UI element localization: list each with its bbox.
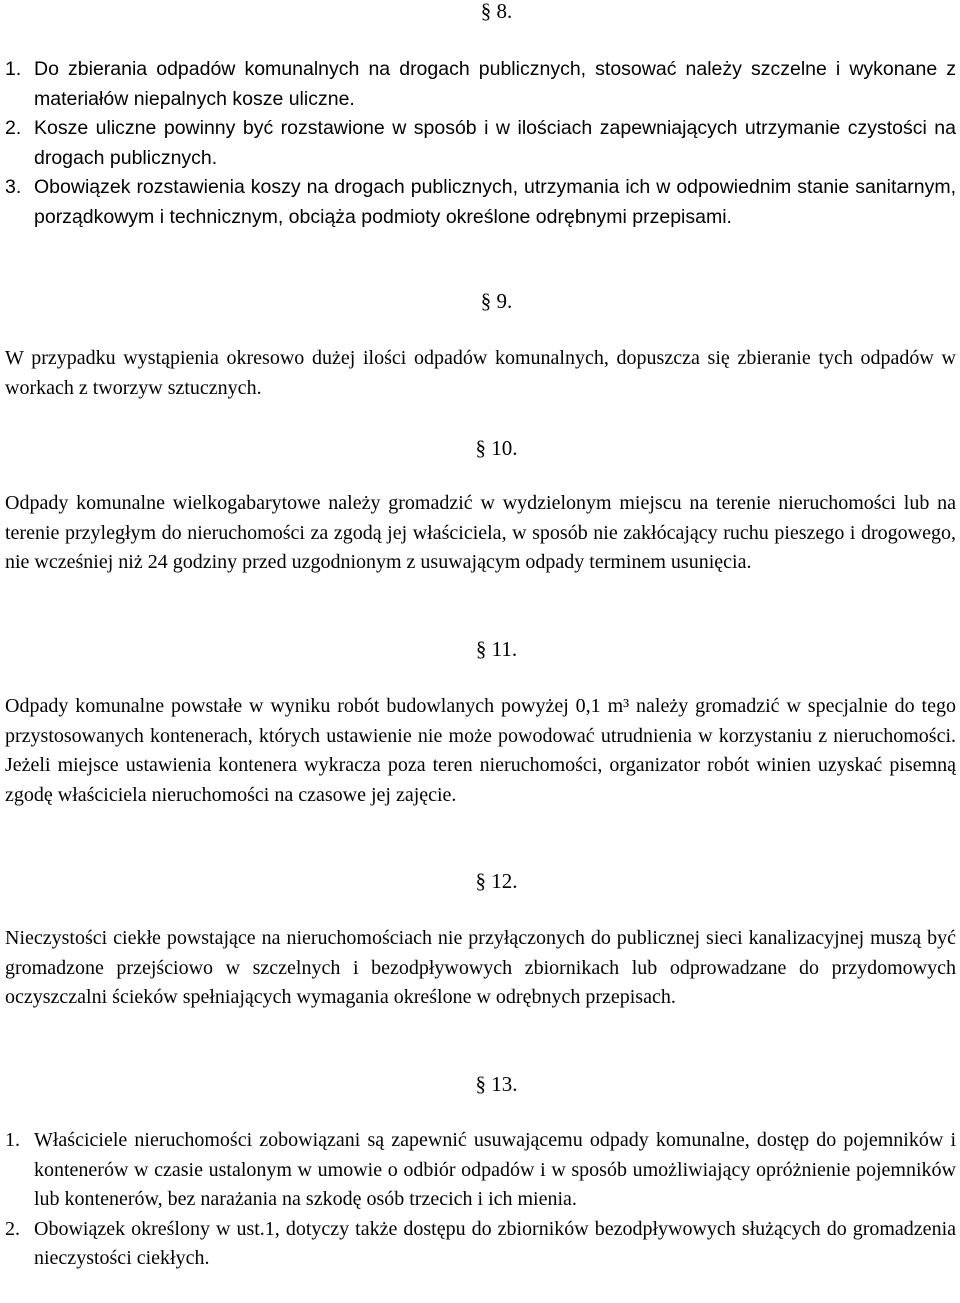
section-heading-9: § 9. [480,289,513,313]
list-item [5,114,956,173]
list-item-number: 2. [5,117,22,139]
section-9-paragraph: W przypadku wystąpienia okresowo dużej ilości odpadów komunalnych, dopuszcza się zbieranie tych odpadów w workach z tworzyw sztucznych. [5,347,956,399]
section-11-paragraph: Odpady komunalne powstałe w wyniku robót budowlanych powyżej 0,1 m³ należy gromadzić w specjalnie do tego przystosowanych kontenerach, których ustawienie nie może powodować utrudnienia w korzystaniu z nieruchomości. Jeżeli miejsce ustawienia kontenera wykracza poza teren nieruchomości, organizator robót winien uzyskać pisemną zgodę właściciela nieruchomości na czasowe jej zajęcie. [5,695,956,806]
list-item-number: 1. [5,58,22,80]
list-item [5,173,956,232]
section-8-list [5,55,956,232]
list-item-text: Właściciele nieruchomości zobowiązani są zapewnić usuwającemu odpady komunalne, dostęp do pojemników i kontenerów w czasie ustalonym w umowie o odbiór odpadów i w sposób umożliwiający opróżnienie pojemników lub kontenerów, bez narażania na szkodę osób trzecich i ich mienia. [34,1129,956,1210]
section-12-paragraph: Nieczystości ciekłe powstające na nieruchomościach nie przyłączonych do publicznej sieci kanalizacyjnej muszą być gromadzone przejściowo w szczelnych i bezodpływowych zbiornikach lub odprowadzane do przydomowych oczyszczalni ścieków spełniających wymagania określone w odrębnych przepisach. [5,927,956,1008]
list-item-text: Obowiązek określony w ust.1, dotyczy także dostępu do zbiorników bezodpływowych służących do gromadzenia nieczystości ciekłych. [34,1217,956,1269]
list-item-text: Obowiązek rozstawienia koszy na drogach publicznych, utrzymania ich w odpowiednim stanie sanitarnym, porządkowym i technicznym, obciąża podmioty określone odrębnymi przepisami. [34,176,956,228]
list-item-number: 2. [5,1217,20,1240]
section-10-paragraph: Odpady komunalne wielkogabarytowe należy gromadzić w wydzielonym miejscu na terenie nieruchomości lub na terenie przyległym do nieruchomości za zgodą jej właściciela, w sposób nie zakłócający ruchu pieszego i drogowego, nie wcześniej niż 24 godziny przed uzgodnionym z usuwającym odpady terminem usunięcia. [5,492,956,573]
list-item-text: Do zbierania odpadów komunalnych na drogach publicznych, stosować należy szczelne i wykonane z materiałów niepalnych kosze uliczne. [34,58,956,110]
section-13-list [5,1126,956,1274]
section-heading-8: § 8. [480,0,513,23]
list-item-text: Kosze uliczne powinny być rozstawione w sposób i w ilościach zapewniających utrzymanie czystości na drogach publicznych. [34,117,956,169]
list-item [5,1215,956,1274]
section-heading-10: § 10. [475,436,518,460]
section-heading-13: § 13. [475,1072,518,1096]
section-heading-12: § 12. [475,869,518,893]
list-item-number: 3. [5,176,22,198]
section-heading-11: § 11. [475,637,518,661]
list-item-number: 1. [5,1129,20,1151]
list-item [5,55,956,114]
list-item [5,1126,956,1215]
